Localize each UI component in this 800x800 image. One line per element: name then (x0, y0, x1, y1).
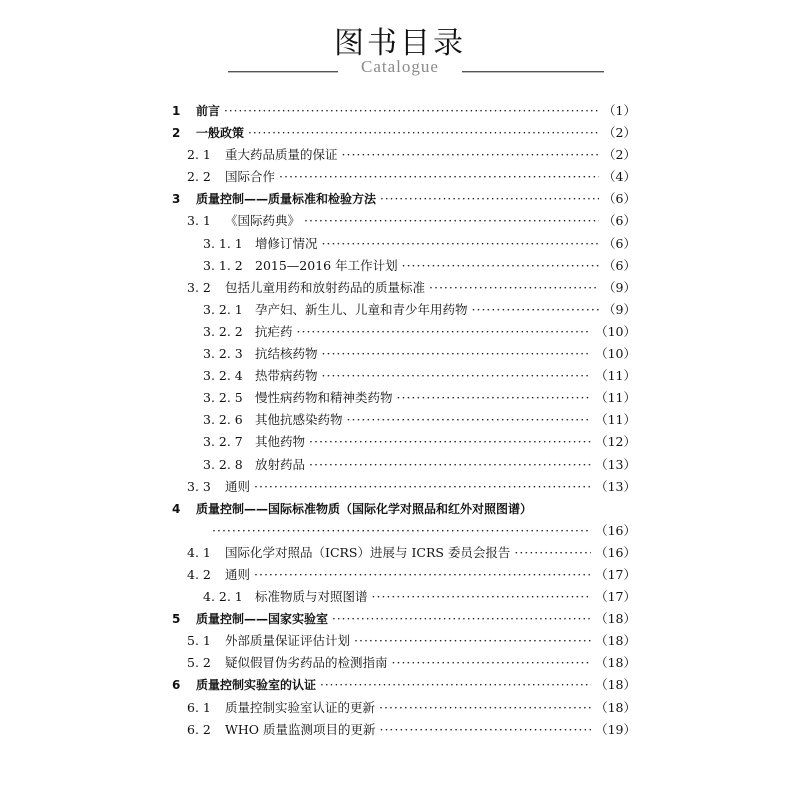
toc-entry[interactable] (172, 454, 636, 476)
toc-entry-number: 3. 2. 5 (203, 390, 243, 406)
toc-entry[interactable] (172, 277, 636, 299)
toc-entry-page: （17） (595, 566, 636, 582)
toc-entry-number: 2 (172, 126, 181, 141)
toc-entry-page: （6） (603, 235, 636, 251)
toc-entry-title: 抗结核药物 (255, 346, 318, 362)
toc-entry-number: 3. 2. 1 (203, 301, 243, 317)
toc-dot-leader (279, 166, 599, 188)
toc-entry[interactable] (172, 520, 636, 542)
toc-entry-title: 慢性病药物和精神类药物 (255, 390, 393, 406)
toc-entry[interactable] (172, 188, 636, 210)
toc-entry[interactable] (172, 321, 636, 343)
toc-entry-title: 一般政策 (196, 126, 245, 141)
toc-entry-page: （6） (603, 191, 636, 207)
toc-entry-number: 3. 2 (187, 279, 211, 295)
toc-entry[interactable] (172, 144, 636, 166)
toc-entry[interactable] (172, 564, 636, 586)
toc-entry-number: 3. 1. 1 (203, 235, 243, 251)
toc-entry-title: 热带病药物 (255, 368, 318, 384)
toc-dot-leader (372, 586, 592, 608)
toc-entry[interactable] (172, 365, 636, 387)
toc-entry-number: 2. 2 (187, 169, 211, 185)
catalogue-header (0, 14, 800, 84)
toc-entry-number: 6. 1 (187, 699, 211, 715)
toc-entry-title: 质量控制——国际标准物质（国际化学对照品和红外对照图谱） (196, 501, 533, 516)
toc-dot-leader (397, 387, 592, 409)
toc-entry[interactable] (172, 210, 636, 232)
toc-dot-leader (304, 210, 599, 232)
toc-entry-page: （11） (595, 390, 636, 406)
toc-dot-leader (254, 476, 591, 498)
toc-entry[interactable] (172, 409, 636, 431)
toc-dot-leader (320, 674, 591, 696)
toc-entry-page: （17） (595, 589, 636, 605)
toc-entry[interactable] (172, 630, 636, 652)
toc-entry[interactable] (172, 719, 636, 741)
toc-dot-leader (322, 365, 592, 387)
page-subtitle: Catalogue (361, 57, 439, 76)
toc-entry-number: 1 (172, 104, 181, 118)
toc-dot-leader (224, 100, 599, 122)
toc-entry-title: 《国际药典》 (225, 213, 301, 229)
toc-entry[interactable] (172, 431, 636, 453)
toc-dot-leader (309, 431, 591, 453)
toc-entry-title: 包括儿童用药和放射药品的质量标准 (225, 279, 426, 295)
toc-entry-page: （18） (595, 633, 636, 649)
toc-entry-number: 4. 1 (187, 544, 211, 560)
toc-entry[interactable] (172, 697, 636, 719)
toc-entry-title: 通则 (225, 478, 251, 494)
toc-dot-leader (254, 564, 591, 586)
toc-dot-leader (332, 608, 591, 630)
toc-entry-title: 放射药品 (255, 456, 306, 472)
toc-entry-title: 孕产妇、新生儿、儿童和青少年用药物 (255, 301, 468, 317)
toc-entry-number: 4 (172, 501, 181, 516)
toc-entry[interactable] (172, 233, 636, 255)
toc-entry-page: （9） (603, 301, 636, 317)
toc-entry-page: （11） (595, 412, 636, 428)
toc-entry-page: （11） (595, 368, 636, 384)
toc-entry-title: 2015—2016 年工作计划 (255, 257, 398, 273)
toc-entry-title: 国际合作 (225, 169, 276, 185)
toc-entry-page: （18） (595, 699, 636, 715)
toc-entry-title: 抗疟药 (255, 323, 293, 339)
toc-entry[interactable] (172, 476, 636, 498)
toc-dot-leader (347, 409, 592, 431)
toc-entry-page: （12） (595, 434, 636, 450)
toc-entry-number: 3. 2. 6 (203, 412, 243, 428)
toc-entry-title: 通则 (225, 566, 251, 582)
toc-entry-page: （6） (603, 257, 636, 273)
toc-dot-leader (322, 233, 600, 255)
toc-entry-number: 4. 2 (187, 566, 211, 582)
toc-entry-number: 3. 2. 2 (203, 323, 243, 339)
toc-entry-title: 其他药物 (255, 434, 306, 450)
toc-entry-number: 3. 3 (187, 478, 211, 494)
toc-dot-leader (342, 144, 600, 166)
toc-entry-page: （16） (595, 544, 636, 560)
toc-entry[interactable] (172, 100, 636, 122)
toc-entry[interactable] (172, 387, 636, 409)
toc-entry-number: 3. 2. 4 (203, 368, 243, 384)
toc-dot-leader (379, 697, 591, 719)
toc-entry[interactable] (172, 498, 636, 520)
toc-entry-page: （1） (603, 103, 636, 118)
toc-entry-number: 3. 2. 8 (203, 456, 243, 472)
toc-entry-title: 质量控制实验室的认证 (196, 678, 317, 693)
table-of-contents (172, 100, 636, 741)
toc-dot-leader (354, 630, 591, 652)
toc-entry-number: 6. 2 (187, 721, 211, 737)
page-title: 图书目录 (334, 26, 466, 61)
toc-entry-page: （18） (595, 611, 636, 627)
toc-entry-title: 前言 (196, 104, 221, 118)
toc-entry-number: 5. 2 (187, 655, 211, 671)
toc-entry-page: （16） (595, 522, 636, 538)
toc-entry-title: 标准物质与对照图谱 (255, 589, 368, 605)
toc-entry-title: 质量控制——国家实验室 (196, 612, 329, 627)
toc-entry-page: （19） (595, 721, 636, 737)
toc-entry-number: 5 (172, 612, 181, 627)
toc-entry-number: 3 (172, 192, 181, 207)
toc-entry-page: （6） (603, 213, 636, 229)
toc-entry-title: 其他抗感染药物 (255, 412, 343, 428)
toc-dot-leader (514, 542, 591, 564)
toc-entry-title: 疑似假冒伪劣药品的检测指南 (225, 655, 388, 671)
toc-entry[interactable] (172, 343, 636, 365)
toc-dot-leader (309, 454, 591, 476)
toc-entry-title: 国际化学对照品（ICRS）进展与 ICRS 委员会报告 (225, 544, 511, 560)
toc-entry-page: （18） (595, 677, 636, 693)
toc-entry[interactable] (172, 608, 636, 630)
toc-entry[interactable] (172, 586, 636, 608)
toc-entry-number: 3. 1. 2 (203, 257, 243, 273)
toc-entry-page: （13） (595, 478, 636, 494)
toc-entry-title: 外部质量保证评估计划 (225, 633, 351, 649)
toc-entry-page: （18） (595, 655, 636, 671)
toc-entry-title: 质量控制实验室认证的更新 (225, 699, 376, 715)
toc-entry-page: （2） (603, 125, 636, 141)
toc-dot-leader (380, 188, 599, 210)
toc-dot-leader (248, 122, 599, 144)
toc-dot-leader (322, 343, 592, 365)
toc-entry-number: 3. 2. 3 (203, 346, 243, 362)
toc-entry-page: （10） (595, 323, 636, 339)
toc-entry[interactable] (172, 674, 636, 696)
toc-entry-title: 质量控制——质量标准和检验方法 (196, 192, 377, 207)
toc-entry-title: 增修订情况 (255, 235, 318, 251)
toc-entry-number: 2. 1 (187, 147, 211, 163)
toc-dot-leader (379, 719, 591, 741)
toc-entry[interactable] (172, 122, 636, 144)
toc-entry-number: 4. 2. 1 (203, 589, 243, 605)
toc-dot-leader (297, 321, 592, 343)
toc-dot-leader (429, 277, 599, 299)
toc-entry-number: 5. 1 (187, 633, 211, 649)
toc-entry[interactable] (172, 652, 636, 674)
toc-dot-leader (402, 255, 599, 277)
toc-entry-title: 重大药品质量的保证 (225, 147, 338, 163)
toc-entry-page: （13） (595, 456, 636, 472)
toc-dot-leader (472, 299, 600, 321)
toc-entry[interactable] (172, 542, 636, 564)
toc-dot-leader (392, 652, 592, 674)
toc-entry-number: 3. 2. 7 (203, 434, 243, 450)
toc-entry[interactable] (172, 255, 636, 277)
toc-entry-number: 6 (172, 678, 181, 693)
toc-entry-title: WHO 质量监测项目的更新 (225, 721, 376, 737)
toc-entry-page: （9） (603, 279, 636, 295)
toc-entry-page: （10） (595, 346, 636, 362)
toc-entry-number: 3. 1 (187, 213, 211, 229)
toc-entry-page: （4） (603, 169, 636, 185)
toc-entry-page: （2） (603, 147, 636, 163)
toc-entry[interactable] (172, 299, 636, 321)
toc-dot-leader (212, 520, 591, 542)
toc-entry[interactable] (172, 166, 636, 188)
